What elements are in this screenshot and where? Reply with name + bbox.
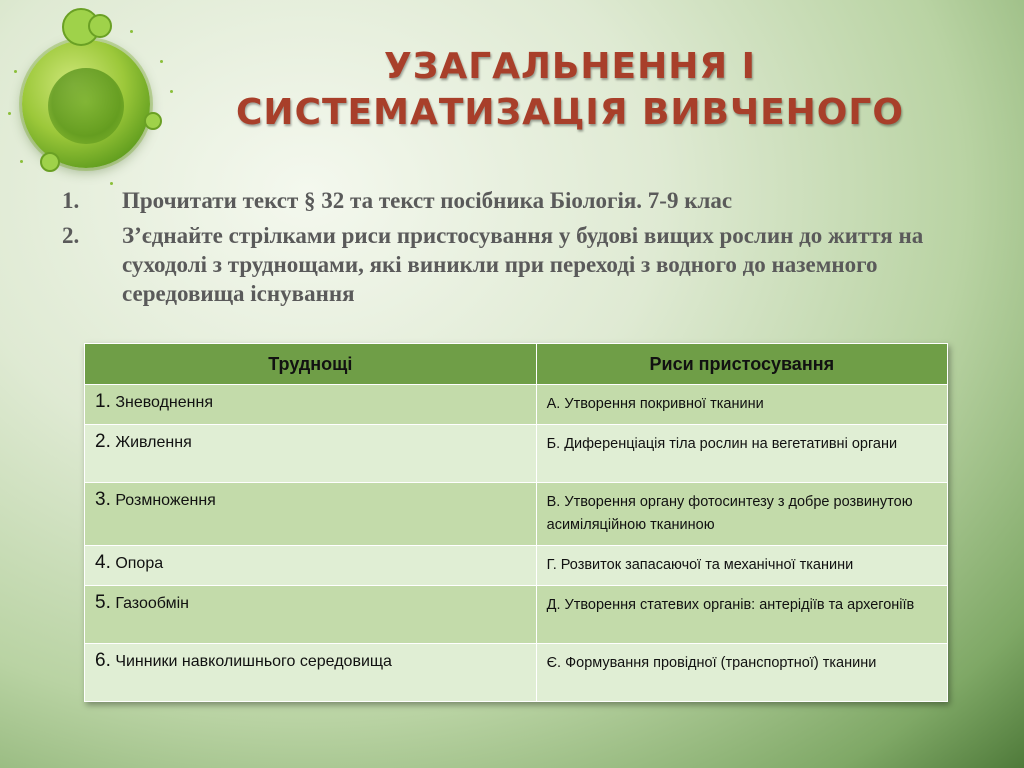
row-number: 6. [95,650,111,671]
row-number: 4. [95,552,111,573]
difficulty-cell [85,385,537,425]
table-row [85,586,948,644]
difficulty-cell [85,644,537,702]
difficulty-text: Живлення [115,434,192,451]
table-row [85,425,948,483]
table-row [85,385,948,425]
list-item [62,186,982,215]
table-row [85,644,948,702]
table-row [85,546,948,586]
row-number: 2. [95,431,111,452]
difficulty-cell [85,586,537,644]
list-item [62,221,982,308]
difficulty-text: Зневоднення [115,394,213,411]
difficulty-text: Розмноження [115,492,216,509]
slide-title [160,44,980,136]
difficulty-text: Газообмін [115,595,189,612]
table-row [85,483,948,546]
adaptation-cell: Б. Диференціація тіла рослин на вегетативні органи [536,425,947,483]
title-line-1: УЗАГАЛЬНЕННЯ І [384,46,756,87]
instructions-list [62,186,982,314]
difficulty-cell [85,546,537,586]
adaptation-cell: Г. Розвиток запасаючої та механічної тканини [536,546,947,586]
list-item-text: Прочитати текст § 32 та текст посібника Біологія. 7-9 клас [122,188,733,213]
list-item-text: З’єднайте стрілками риси пристосування у будові вищих рослин до життя на суходолі з труднощами, які виникли при переході з водного до наземного середовища існування [122,223,924,306]
difficulty-text: Опора [115,555,164,572]
row-number: 5. [95,592,111,613]
difficulty-cell [85,483,537,546]
difficulty-cell [85,425,537,483]
list-item-number: 2. [62,223,80,248]
adaptation-cell: А. Утворення покривної тканини [536,385,947,425]
header-adaptations: Риси пристосування [536,344,947,385]
adaptation-cell: Д. Утворення статевих органів: антерідіїв та архегоніїв [536,586,947,644]
matching-table [84,343,948,702]
row-number: 3. [95,489,111,510]
row-number: 1. [95,391,111,412]
adaptation-cell: В. Утворення органу фотосинтезу з добре розвинутою асиміляційною тканиною [536,483,947,546]
title-line-2: СИСТЕМАТИЗАЦІЯ ВИВЧЕНОГО [236,92,904,133]
header-difficulties: Труднощі [85,344,537,385]
adaptation-cell: Є. Формування провідної (транспортної) тканини [536,644,947,702]
table-header-row [85,344,948,385]
difficulty-text: Чинники навколишнього середовища [115,653,392,670]
list-item-number: 1. [62,188,80,213]
